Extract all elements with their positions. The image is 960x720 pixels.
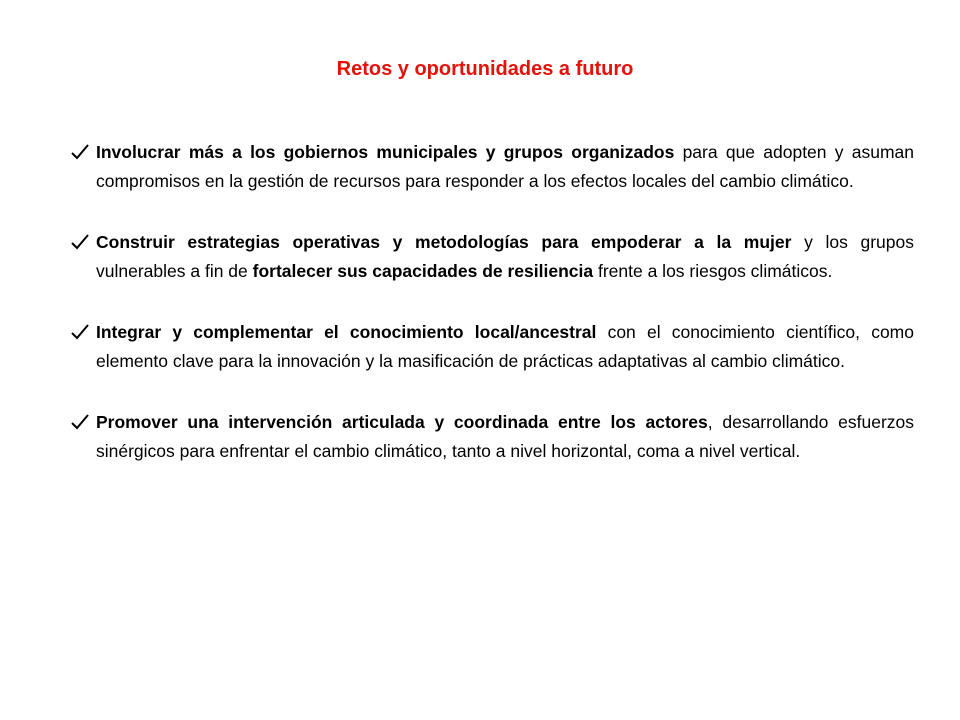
- bullet-item: [68, 408, 914, 466]
- bullet-text-bold: Integrar y complementar el conocimiento local/ancestral: [96, 322, 597, 342]
- checkmark-icon: [70, 232, 90, 252]
- bullet-text-bold: Involucrar más a los gobiernos municipales y grupos organizados: [96, 142, 675, 162]
- bullet-item: [68, 228, 914, 286]
- bullet-text-bold: fortalecer sus capacidades de resiliencia: [252, 261, 594, 281]
- bullet-text: y los grupos vulnerables a fin de: [96, 232, 914, 281]
- bullet-list: [68, 138, 914, 498]
- bullet-text-bold: Promover una intervención articulada y coordinada entre los actores: [96, 412, 708, 432]
- bullet-item: [68, 318, 914, 376]
- bullet-text: con el conocimiento científico, como elemento clave para la innovación y la masificación de prácticas adaptativas al cambio climático.: [96, 322, 914, 371]
- bullet-text: , desarrollando esfuerzos sinérgicos para enfrentar el cambio climático, tanto a nivel horizontal, coma a nivel vertical.: [96, 412, 914, 461]
- bullet-text-bold: Construir estrategias operativas y metodologías para empoderar a la mujer: [96, 232, 792, 252]
- bullet-text: para que adopten y asuman compromisos en la gestión de recursos para responder a los efectos locales del cambio climático.: [96, 142, 914, 191]
- checkmark-icon: [70, 142, 90, 162]
- checkmark-icon: [70, 412, 90, 432]
- bullet-item: [68, 138, 914, 196]
- checkmark-icon: [70, 322, 90, 342]
- bullet-text: frente a los riesgos climáticos.: [593, 261, 833, 281]
- slide-title: Retos y oportunidades a futuro: [336, 58, 634, 80]
